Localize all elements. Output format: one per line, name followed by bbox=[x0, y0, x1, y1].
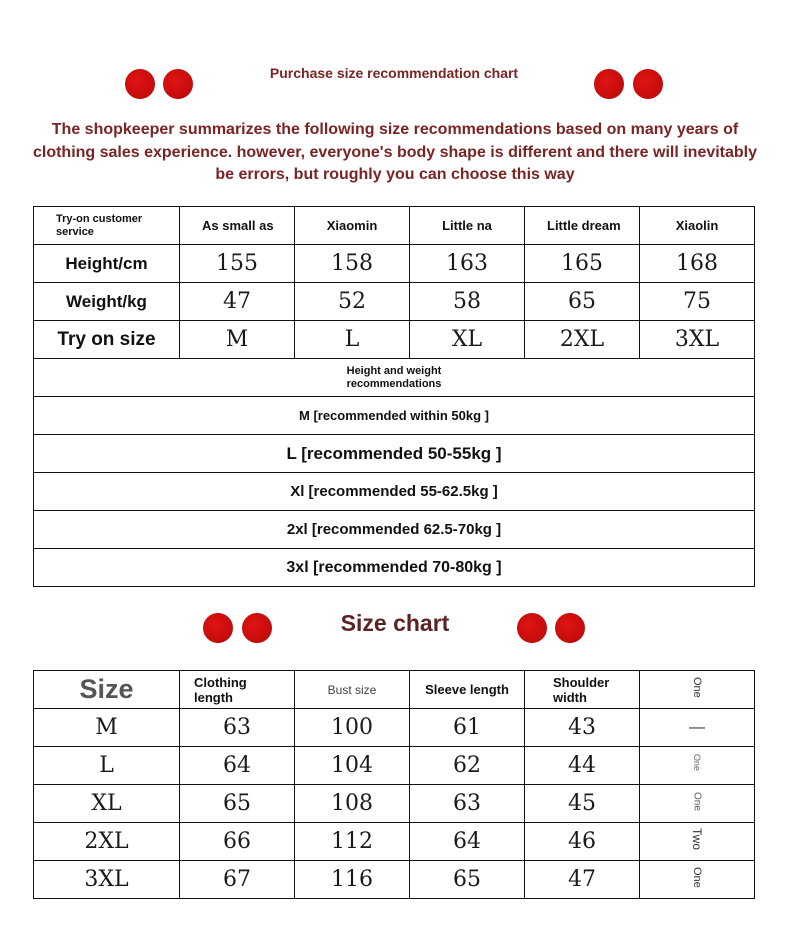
table-cell: 158 bbox=[295, 245, 410, 283]
size-chart-title: Size chart bbox=[340, 610, 450, 636]
table-cell-wrap bbox=[640, 747, 755, 785]
table-cell: One bbox=[691, 866, 703, 888]
table-cell: XL bbox=[410, 321, 525, 359]
size-label: 3XL bbox=[34, 861, 180, 899]
recommendation-item: Xl [recommended 55-62.5kg ] bbox=[34, 473, 755, 511]
table-cell: 67 bbox=[180, 861, 295, 899]
table-cell: 44 bbox=[525, 747, 640, 785]
table-row bbox=[34, 861, 755, 899]
recommendation-row bbox=[34, 397, 755, 435]
table-cell: 45 bbox=[525, 785, 640, 823]
table-cell: 64 bbox=[410, 823, 525, 861]
table-cell: 108 bbox=[295, 785, 410, 823]
table-cell: 75 bbox=[640, 283, 755, 321]
size-label: XL bbox=[34, 785, 180, 823]
table-cell: 155 bbox=[180, 245, 295, 283]
table-cell: 52 bbox=[295, 283, 410, 321]
table-cell: 66 bbox=[180, 823, 295, 861]
size-label: M bbox=[34, 709, 180, 747]
column-header: Xiaomin bbox=[295, 207, 410, 245]
table-row bbox=[34, 709, 755, 747]
table-cell: Two bbox=[690, 827, 704, 850]
decor-dot bbox=[555, 613, 585, 643]
recommendation-header: Height and weight recommendations bbox=[34, 359, 755, 397]
table-cell: 116 bbox=[295, 861, 410, 899]
table-row bbox=[34, 747, 755, 785]
row-label: Height/cm bbox=[34, 245, 180, 283]
decor-dot bbox=[125, 69, 155, 99]
column-header: Little na bbox=[410, 207, 525, 245]
recommendation-item: 2xl [recommended 62.5-70kg ] bbox=[34, 511, 755, 549]
column-header: Little dream bbox=[525, 207, 640, 245]
size-label: 2XL bbox=[34, 823, 180, 861]
recommendation-item: 3xl [recommended 70-80kg ] bbox=[34, 549, 755, 587]
table-cell: 163 bbox=[410, 245, 525, 283]
table-cell: L bbox=[295, 321, 410, 359]
table-cell: M bbox=[180, 321, 295, 359]
row-label: Weight/kg bbox=[34, 283, 180, 321]
column-header-cell bbox=[640, 671, 755, 709]
table-cell: One bbox=[692, 754, 702, 772]
column-header: Xiaolin bbox=[640, 207, 755, 245]
recommendation-header-row bbox=[34, 359, 755, 397]
table-cell: 62 bbox=[410, 747, 525, 785]
tryon-row bbox=[34, 321, 755, 359]
recommendation-row bbox=[34, 549, 755, 587]
column-header: Bust size bbox=[295, 671, 410, 709]
tryon-row bbox=[34, 245, 755, 283]
table-cell: 43 bbox=[525, 709, 640, 747]
table-cell: 65 bbox=[525, 283, 640, 321]
table-cell: 47 bbox=[180, 283, 295, 321]
table-row bbox=[34, 823, 755, 861]
size-column-header: Size bbox=[34, 671, 180, 709]
table-cell: 63 bbox=[410, 785, 525, 823]
row-label: Try on size bbox=[34, 321, 180, 359]
column-header: Sleeve length bbox=[410, 671, 525, 709]
table-cell: 46 bbox=[525, 823, 640, 861]
recommendation-title: Purchase size recommendation chart bbox=[269, 65, 519, 81]
decor-dot bbox=[633, 69, 663, 99]
column-header: Shoulder width bbox=[525, 671, 640, 709]
table-cell: 65 bbox=[180, 785, 295, 823]
tryon-row bbox=[34, 283, 755, 321]
table-cell: 3XL bbox=[640, 321, 755, 359]
size-label: L bbox=[34, 747, 180, 785]
table-cell: 58 bbox=[410, 283, 525, 321]
table-cell: 2XL bbox=[525, 321, 640, 359]
table-cell-wrap bbox=[640, 861, 755, 899]
decor-dot bbox=[594, 69, 624, 99]
table-cell-wrap bbox=[640, 785, 755, 823]
recommendation-item: L [recommended 50-55kg ] bbox=[34, 435, 755, 473]
recommendation-row bbox=[34, 511, 755, 549]
decor-dot bbox=[203, 613, 233, 643]
table-cell: 47 bbox=[525, 861, 640, 899]
column-header: Clothing length bbox=[180, 671, 295, 709]
table-cell: 63 bbox=[180, 709, 295, 747]
table-cell: 104 bbox=[295, 747, 410, 785]
column-header: One bbox=[691, 676, 703, 698]
table-cell: 112 bbox=[295, 823, 410, 861]
table-cell: 64 bbox=[180, 747, 295, 785]
table-row bbox=[34, 785, 755, 823]
tryon-header-label: Try-on customer service bbox=[34, 207, 180, 245]
size-chart-table bbox=[33, 670, 755, 899]
recommendation-item: M [recommended within 50kg ] bbox=[34, 397, 755, 435]
column-header: As small as bbox=[180, 207, 295, 245]
tryon-header-row bbox=[34, 207, 755, 245]
decor-dot bbox=[242, 613, 272, 643]
decor-dot bbox=[517, 613, 547, 643]
size-header-row bbox=[34, 671, 755, 709]
table-cell: 165 bbox=[525, 245, 640, 283]
table-cell: One bbox=[691, 791, 703, 811]
table-cell-wrap bbox=[640, 823, 755, 861]
table-cell: 100 bbox=[295, 709, 410, 747]
table-cell: 65 bbox=[410, 861, 525, 899]
tryon-table bbox=[33, 206, 755, 587]
table-cell: — bbox=[640, 709, 755, 747]
intro-paragraph: The shopkeeper summarizes the following size recommendations based on many years of clothing sales experience. however, everyone's body shape is different and there will inevitably be errors, but roughly you can choose this way bbox=[32, 121, 758, 183]
recommendation-row bbox=[34, 473, 755, 511]
table-cell: 61 bbox=[410, 709, 525, 747]
recommendation-row bbox=[34, 435, 755, 473]
table-cell: 168 bbox=[640, 245, 755, 283]
decor-dot bbox=[163, 69, 193, 99]
